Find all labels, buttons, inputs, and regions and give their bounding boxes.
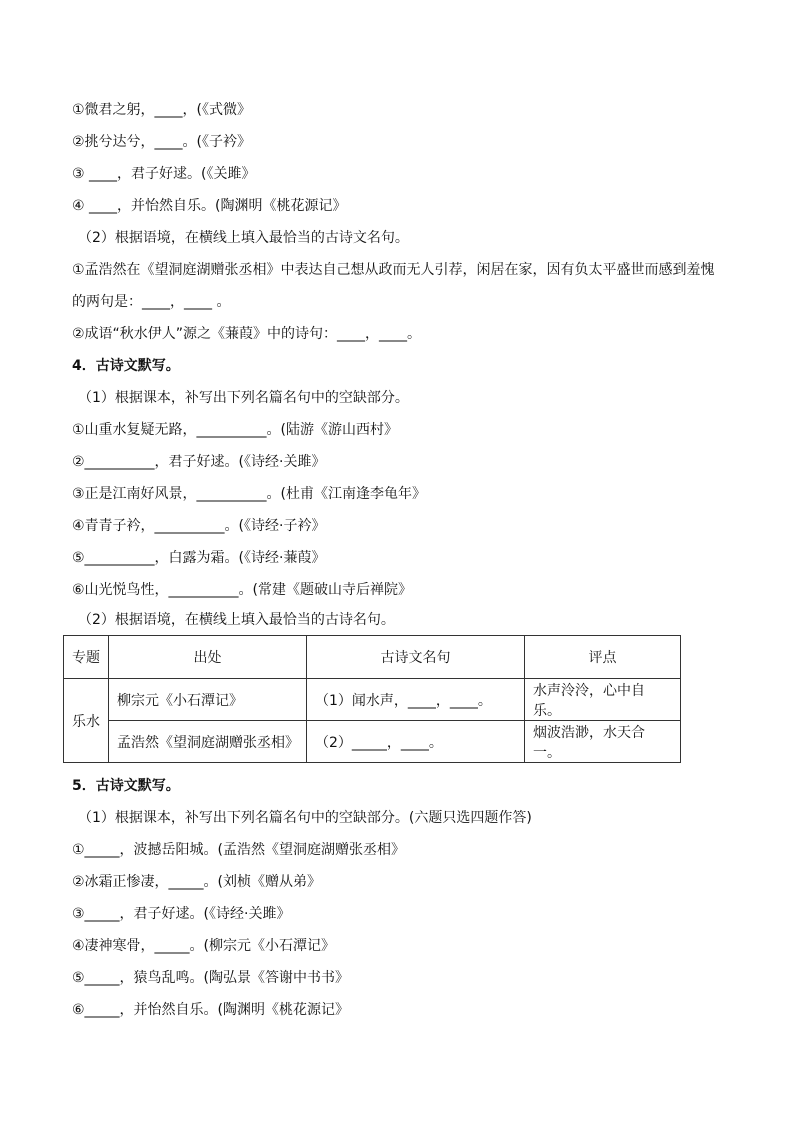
table-header-row xyxy=(64,636,681,679)
q5-part1-item-2: ②冰霜正惨凄，_____。(刘桢《赠从弟》 xyxy=(72,874,322,890)
comment-cell: 烟波浩渺，水天合一。 xyxy=(525,721,681,763)
q5-part1-item-4: ④凄神寒骨，_____。(柳宗元《小石潭记》 xyxy=(72,938,336,954)
q3-part1-item-4: ④ ____，并怡然自乐。(陶渊明《桃花源记》 xyxy=(72,198,347,214)
topic-cell: 乐水 xyxy=(64,679,109,763)
q4-part1-item-1: ①山重水复疑无路，__________。(陆游《游山西村》 xyxy=(72,422,399,438)
q5-title: 5．古诗文默写。 xyxy=(72,778,180,794)
header-source: 出处 xyxy=(109,636,307,679)
source-cell: 柳宗元《小石潭记》 xyxy=(109,679,307,721)
q3-part2-title: （2）根据语境，在横线上填入最恰当的古诗文名句。 xyxy=(78,230,409,246)
q3-part1-item-1: ①微君之躬，____，(《式微》 xyxy=(72,102,252,118)
poem-table xyxy=(63,635,681,763)
poem-line-cell: （1）闻水声，____，____。 xyxy=(307,679,525,721)
q3-part2-item-2: ②成语“秋水伊人”源之《蒹葭》中的诗句：____，____。 xyxy=(72,326,422,342)
poem-line-cell: （2）_____，____。 xyxy=(307,721,525,763)
q4-part1-item-3: ③正是江南好风景，__________。(杜甫《江南逢李龟年》 xyxy=(72,486,427,502)
q3-part2-item-1-line-2: 的两句是：____，____ 。 xyxy=(72,294,231,310)
q4-part1-title: （1）根据课本，补写出下列名篇名句中的空缺部分。 xyxy=(78,390,409,406)
header-topic: 专题 xyxy=(64,636,109,679)
q4-part1-item-5: ⑤__________，白露为霜。(《诗经·蒹葭》 xyxy=(72,550,326,566)
q5-part1-item-5: ⑤_____，猿鸟乱鸣。(陶弘景《答谢中书书》 xyxy=(72,970,350,986)
q4-part2-title: （2）根据语境，在横线上填入最恰当的古诗名句。 xyxy=(78,612,395,628)
q4-part1-item-6: ⑥山光悦鸟性，__________。(常建《题破山寺后禅院》 xyxy=(72,582,413,598)
q5-part1-item-6: ⑥_____，并怡然自乐。(陶渊明《桃花源记》 xyxy=(72,1002,350,1018)
q3-part1-item-2: ②挑兮达兮，____。(《子衿》 xyxy=(72,134,252,150)
q4-title: 4．古诗文默写。 xyxy=(72,358,180,374)
q4-part1-item-2: ②__________，君子好逑。(《诗经·关雎》 xyxy=(72,454,326,470)
q5-part1-item-1: ①_____，波撼岳阳城。(孟浩然《望洞庭湖赠张丞相》 xyxy=(72,842,406,858)
table-row xyxy=(64,679,681,721)
q5-part1-item-3: ③_____，君子好逑。(《诗经·关雎》 xyxy=(72,906,291,922)
header-poem-line: 古诗文名句 xyxy=(307,636,525,679)
source-cell: 孟浩然《望洞庭湖赠张丞相》 xyxy=(109,721,307,763)
q5-part1-title: （1）根据课本，补写出下列名篇名句中的空缺部分。(六题只选四题作答) xyxy=(78,810,532,826)
q3-part1-item-3: ③ ____，君子好逑。(《关雎》 xyxy=(72,166,256,182)
table-row xyxy=(64,721,681,763)
comment-cell: 水声泠泠，心中自乐。 xyxy=(525,679,681,721)
header-comment: 评点 xyxy=(525,636,681,679)
q3-part2-item-1-line-1: ①孟浩然在《望洞庭湖赠张丞相》中表达自己想从政而无人引荐，闲居在家，因有负太平盛世而感到羞愧 xyxy=(72,262,715,278)
q4-part1-item-4: ④青青子衿，__________。(《诗经·子衿》 xyxy=(72,518,326,534)
